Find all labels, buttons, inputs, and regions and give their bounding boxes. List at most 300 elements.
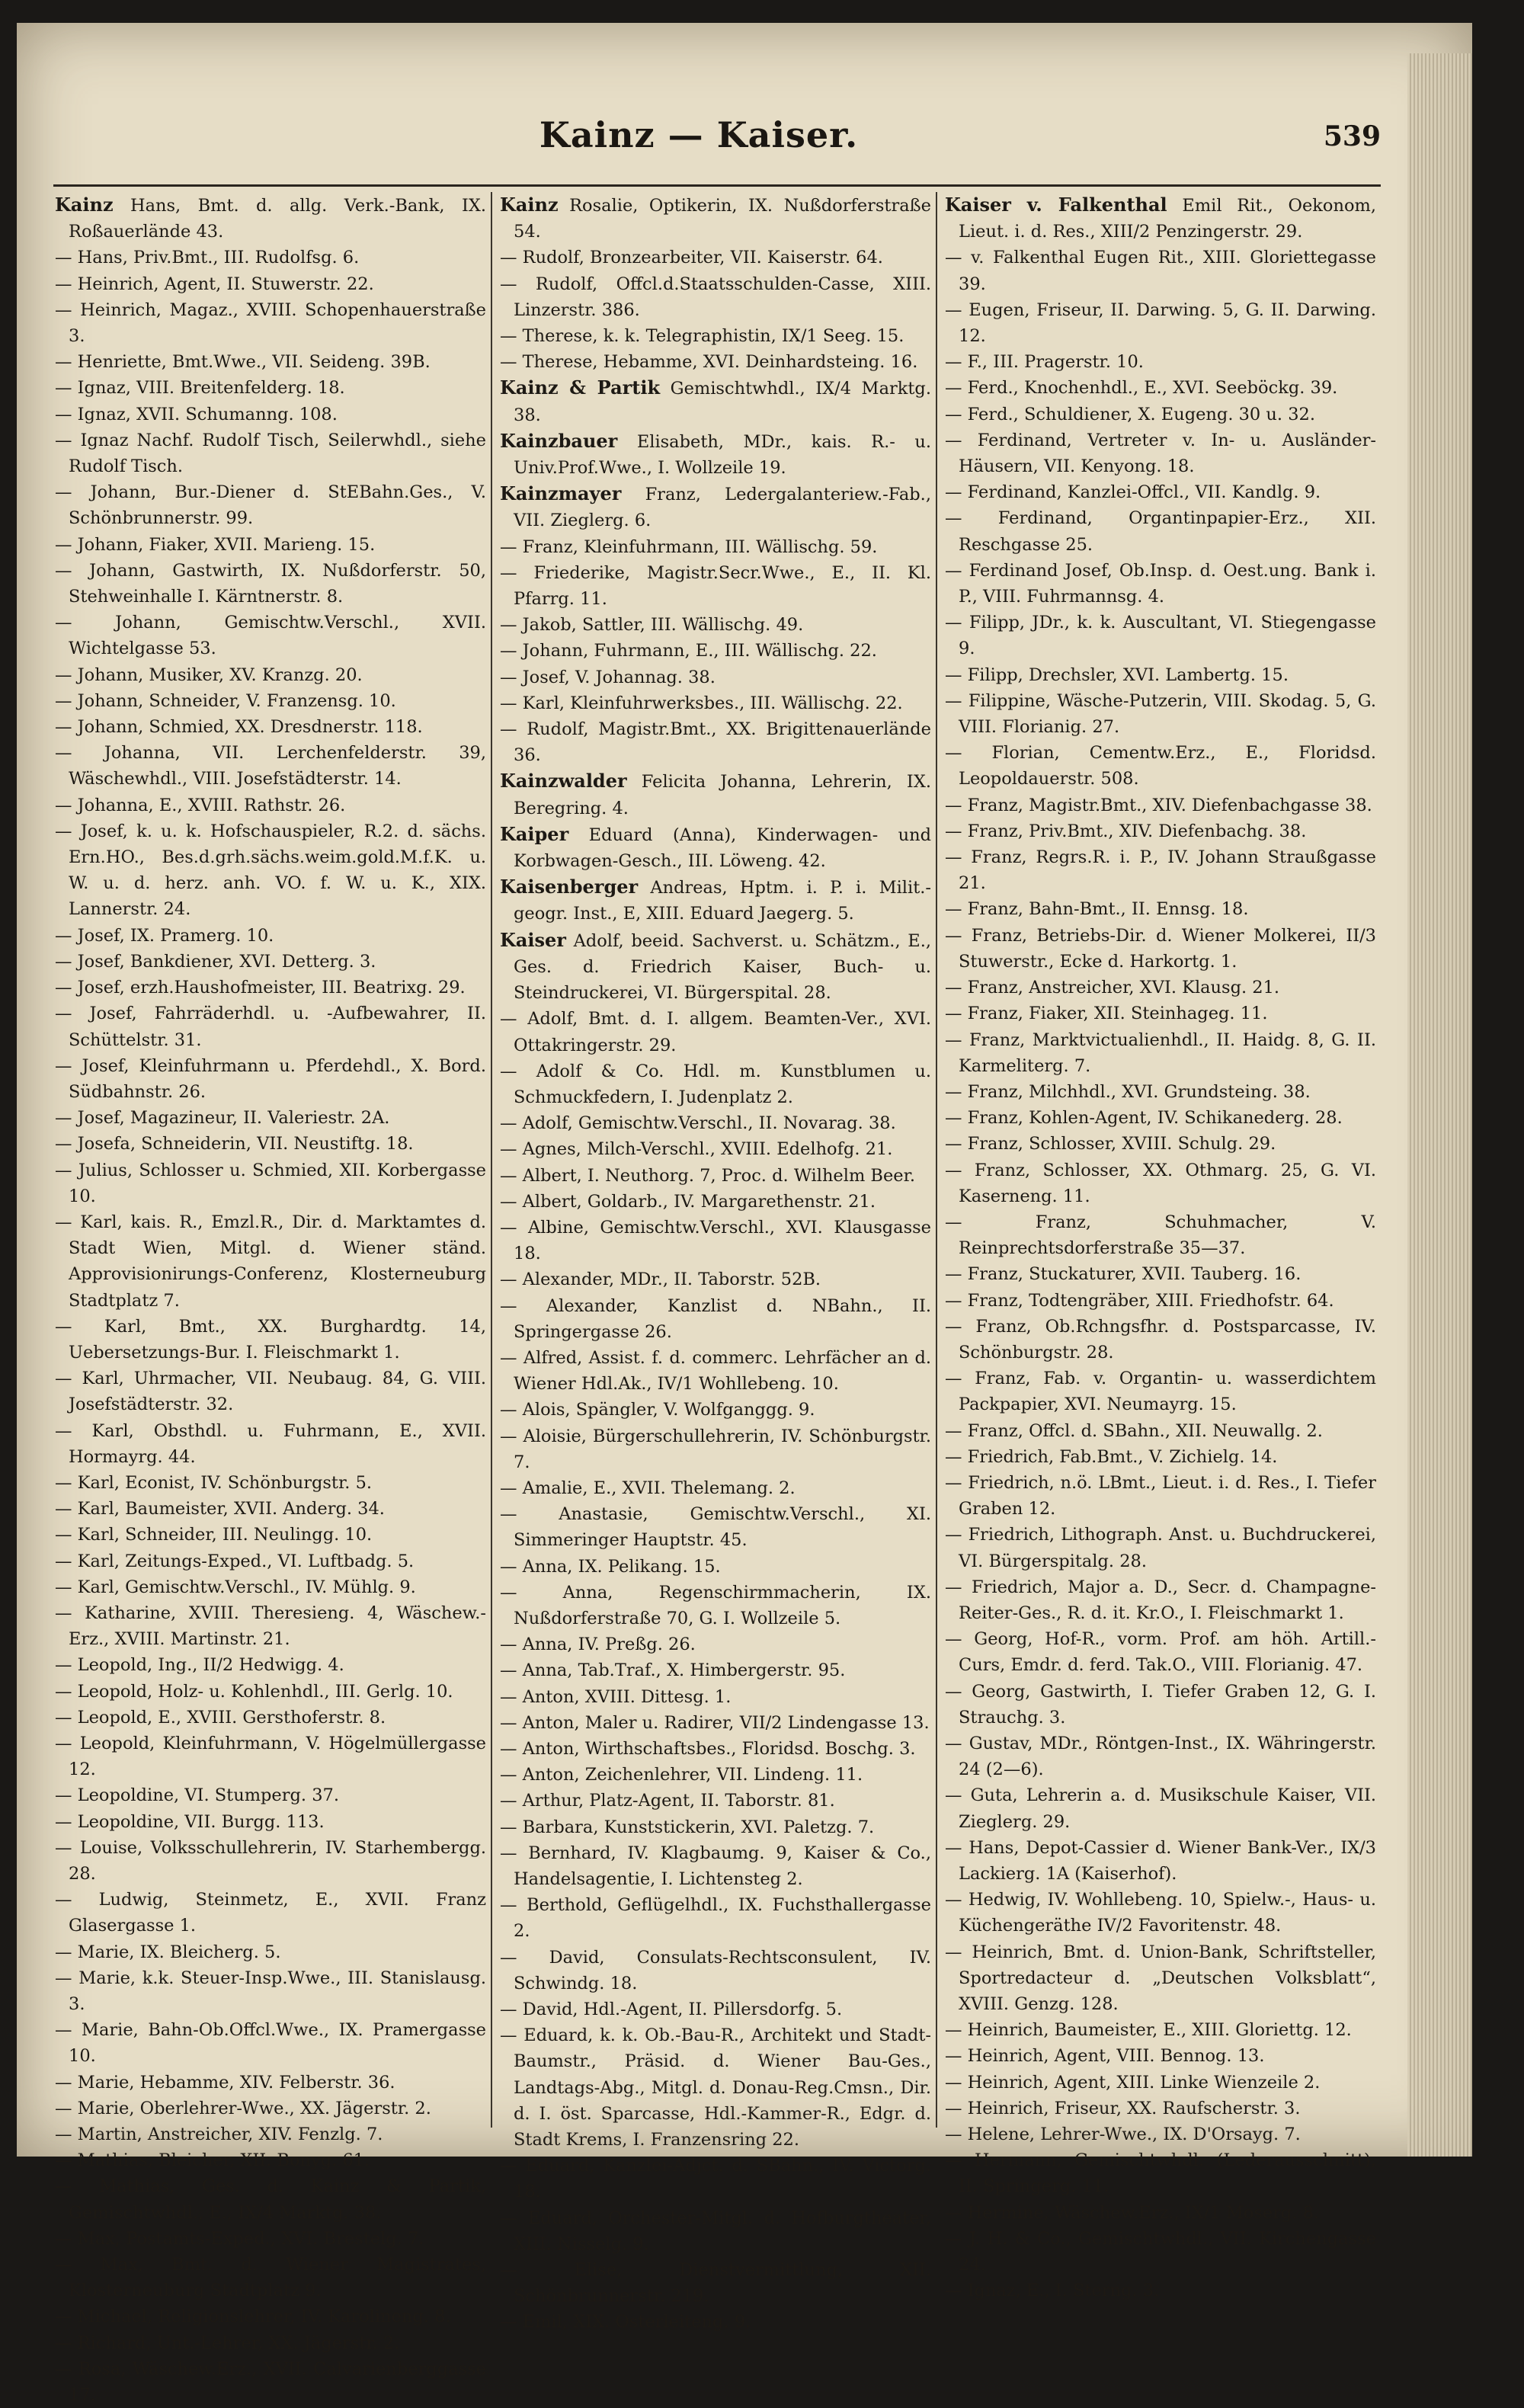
entry-text: — Johann, Schneider, V. Franzensg. 10. xyxy=(55,690,396,711)
directory-entry xyxy=(945,1314,1376,1366)
entry-text: — Karl, Obsthdl. u. Fuhrmann, E., XVII. Hormayrg. 44. xyxy=(55,1420,486,1467)
entry-text: — Marie, IX. Bleicherg. 5. xyxy=(55,1942,281,1962)
entry-text: — Leopold, Kleinfuhrmann, V. Högelmüllergasse 12. xyxy=(55,1733,486,1780)
entry-text: Elisabeth, MDr., kais. R.- u. Univ.Prof.Wwe., I. Wollzeile 19. xyxy=(514,431,931,479)
entry-text: — Anton, Maler u. Radirer, VII/2 Lindengasse 13. xyxy=(500,1712,930,1733)
directory-entry xyxy=(55,1809,486,1835)
entry-text: — Mathias, Bleicher, XII. Bonyg. 61. xyxy=(55,2150,370,2171)
directory-entry xyxy=(500,1266,931,1292)
directory-entry xyxy=(945,427,1376,479)
directory-entry xyxy=(500,271,931,323)
directory-entry xyxy=(945,2200,1376,2226)
entry-text: Adolf, beeid. Sachverst. u. Schätzm., E., Ges. d. Friedrich Kaiser, Buch- u. Steindruckerei, VI. Bürgerspital. 28. xyxy=(514,930,931,1004)
directory-entry xyxy=(945,1939,1376,2018)
directory-entry xyxy=(55,375,486,401)
entry-text: — Georg, Hof-R., vorm. Prof. am höh. Artill.-Curs, Emdr. d. ferd. Tak.O., VIII. Florianig. 47. xyxy=(945,1629,1376,1676)
directory-entry xyxy=(55,1731,486,1782)
entry-text: — Adolf & Co. Hdl. m. Kunstblumen u. Schmuckfedern, I. Judenplatz 2. xyxy=(500,1061,931,1107)
entry-text: — Henriette, Bmt.Wwe., VII. Seideng. 39B. xyxy=(55,352,431,373)
entry-text: — Filipp, JDr., k. k. Auscultant, VI. Stiegengasse 9. xyxy=(945,613,1376,659)
entry-text: Gemischtwhdl., IX/4 Marktg. 38. xyxy=(514,379,931,425)
entry-text: — Johanna, E., XVIII. Rathstr. 26. xyxy=(55,795,346,815)
directory-entry xyxy=(500,1397,931,1423)
entry-text: — Aloisie, Bürgerschullehrerin, IV. Schönburgstr. 7. xyxy=(500,1426,931,1472)
entry-text: — Karl, Schneider, III. Neulingg. 10. xyxy=(55,1525,373,1545)
entry-text: Eduard (Anna), Kinderwagen- und Korbwagen-Gesch., III. Löweng. 42. xyxy=(514,825,931,872)
directory-entry xyxy=(500,1345,931,1397)
entry-text: — Albine, Gemischtw.Verschl., XVI. Klausgasse 18. xyxy=(500,1217,931,1264)
directory-entry xyxy=(945,1366,1376,1417)
entry-text: — Marie, Bahn-Ob.Offcl.Wwe., IX. Pramergasse 10. xyxy=(55,2020,486,2067)
entry-text: — Ignaz, XVII. Schumanng. 108. xyxy=(55,404,338,424)
entry-text: — Johanna, VII. Lerchenfelderstr. 39, Wäschewhdl., VIII. Josefstädterstr. 14. xyxy=(55,743,486,789)
directory-entry xyxy=(55,1314,486,1366)
entry-text: — Franz, Priv.Bmt., XIV. Diefenbachg. 38. xyxy=(945,821,1307,841)
entry-text: — Anna, IX. Pelikang. 15. xyxy=(500,1556,721,1577)
directory-entry xyxy=(500,1215,931,1266)
entry-text: — Karl, Zeitungs-Exped., VI. Luftbadg. 5. xyxy=(55,1551,415,1571)
entry-text: — Alexander, MDr., II. Taborstr. 52B. xyxy=(500,1270,821,1290)
directory-entry xyxy=(500,1762,931,1788)
entry-text: — Marie, Hebamme, XIV. Felberstr. 36. xyxy=(55,2072,395,2093)
entry-text: — Franz, Marktvictualienhdl., II. Haidg. 8, G. II. Karmeliterg. 7. xyxy=(945,1029,1376,1076)
entry-text: — Hans, Depot-Cassier d. Wiener Bank-Ver., IX/3 Lackierg. 1A (Kaiserhof). xyxy=(945,1837,1376,1884)
directory-entry xyxy=(500,1736,931,1762)
directory-entry xyxy=(945,1574,1376,1626)
directory-entry xyxy=(55,1522,486,1548)
entry-surname: Kaisenberger xyxy=(500,876,639,898)
directory-entry xyxy=(500,375,931,427)
directory-entry xyxy=(55,1158,486,1209)
directory-column-3 xyxy=(945,192,1381,2301)
entry-text: — Albert, I. Neuthorg. 7, Proc. d. Wilhelm Beer. xyxy=(500,1165,916,1186)
entry-text: — Josef, k. u. k. Hofschauspieler, R.2. d. sächs. Ern.HO., Bes.d.grh.sächs.weim.gold.M.f.K. u. W. u. d. herz. anh. VO. f. W. u. K., XIX. Lannerstr. 24. xyxy=(55,821,486,920)
directory-entry xyxy=(945,662,1376,688)
directory-column-2 xyxy=(500,192,937,2333)
entry-text: — Ignaz, E., I. Sterng. 3. xyxy=(945,2281,1160,2301)
directory-entry xyxy=(55,2070,486,2096)
directory-entry xyxy=(500,1945,931,1997)
entry-text: — F., III. Pragerstr. 10. xyxy=(945,352,1144,373)
entry-text: — Franz, Anstreicher, XVI. Klausg. 21. xyxy=(945,978,1280,998)
directory-entry xyxy=(945,1001,1376,1026)
directory-entry xyxy=(500,1006,931,1058)
directory-entry xyxy=(945,1782,1376,1834)
entry-text: — Martin, Anstreicher, XIV. Fenzlg. 7. xyxy=(55,2125,383,2145)
entry-text: — Johann, Musiker, XV. Kranzg. 20. xyxy=(55,664,363,685)
directory-entry xyxy=(55,2121,486,2147)
entry-text: — Alfred, Assist. f. d. commerc. Lehrfächer an d. Wiener Hdl.Ak., IV/1 Wohllebeng. 10. xyxy=(500,1347,931,1395)
entry-text: — Arthur, Platz-Agent, II. Taborstr. 81. xyxy=(500,1791,835,1811)
entry-text: — Eduard, Orchester-Mitgl. d. Hofburgtheater, XIII. Nisselg. 9. xyxy=(500,2208,931,2254)
entry-text: — Eugen, Friseur, II. Darwing. 5, G. II. Darwing. 12. xyxy=(945,299,1376,347)
entry-text: — Josef, erzh.Haushofmeister, III. Beatrixg. 29. xyxy=(55,978,466,998)
entry-text: — Franz, Fiaker, XII. Steinhageg. 11. xyxy=(945,1004,1268,1024)
entry-surname: Kaiper xyxy=(500,822,569,845)
entry-text: — Franz, Kleinfuhrmann, III. Wällischg. 59. xyxy=(500,536,878,557)
entry-text: — Rosa, Wäschew.Erz., XVII. Calvarienberggasse 17. xyxy=(55,2358,486,2406)
page-header xyxy=(17,114,1381,175)
directory-entry xyxy=(55,1782,486,1808)
entry-text: — Karl, Uhrmacher, VII. Neubaug. 84, G. VIII. Josefstädterstr. 32. xyxy=(55,1369,486,1415)
directory-entry xyxy=(55,349,486,375)
directory-entry xyxy=(945,1731,1376,1782)
entry-text: — Emil, XIX. Osterleiteng. 9. xyxy=(500,2312,751,2333)
entry-text: — Katharine, XVIII. Theresieng. 4, Wäschew.-Erz., XVIII. Martinstr. 21. xyxy=(55,1603,486,1650)
directory-entry xyxy=(55,271,486,297)
entry-text: — Johann, Fiaker, XVII. Marieng. 15. xyxy=(55,534,376,555)
entry-text: — Friedrich, Lithograph. Anst. u. Buchdruckerei, VI. Bürgerspitalg. 28. xyxy=(945,1525,1376,1571)
entry-text: — Agnes, Milch-Verschl., XVIII. Edelhofg. 21. xyxy=(500,1139,893,1160)
entry-surname: Kainzmayer xyxy=(500,482,622,505)
entry-text: — Therese, Hebamme, XVI. Deinhardsteing. 16. xyxy=(500,352,918,373)
directory-entry xyxy=(55,427,486,479)
entry-text: Rosalie, Optikerin, IX. Nußdorferstraße 54. xyxy=(514,196,931,242)
directory-entry xyxy=(55,923,486,949)
directory-entry xyxy=(55,1574,486,1600)
entry-text: — Leopold, E., XVIII. Gersthoferstr. 8. xyxy=(55,1707,386,1728)
directory-entry xyxy=(55,662,486,688)
entry-text: — Johann, Gemischtw.Verschl., XVII. Wichtelgasse 53. xyxy=(55,613,486,659)
directory-entry xyxy=(945,2121,1376,2147)
directory-entry xyxy=(500,1814,931,1840)
entry-text: — Franz, Schlosser, XVIII. Schulg. 29. xyxy=(945,1134,1276,1154)
entry-text: — Heinrich, Bmt. d. Union-Bank, Schriftsteller, Sportredacteur d. „Deutschen Volksblatt“, XVIII. Genzg. 128. xyxy=(945,1942,1376,2015)
entry-text: — Richard, Unt.-Lehrer, XX. Jägerstr. 2. xyxy=(55,2333,400,2353)
directory-entry xyxy=(55,1679,486,1705)
directory-entry xyxy=(55,2304,486,2330)
directory-entry xyxy=(55,1600,486,1652)
directory-entry xyxy=(55,818,486,923)
entry-text: — Josef, Bankdiener, XVI. Detterg. 3. xyxy=(55,951,376,972)
directory-entry xyxy=(945,2096,1376,2121)
directory-entry xyxy=(500,2257,931,2309)
directory-entry xyxy=(500,2309,931,2335)
directory-entry xyxy=(945,2070,1376,2096)
entry-text: — Johann, Bur.-Diener d. StEBahn.Ges., V. Schönbrunnerstr. 99. xyxy=(55,482,486,529)
directory-entry xyxy=(500,1501,931,1553)
entry-text: — Ferd., Knochenhdl., E., XVI. Seeböckg. 39. xyxy=(945,378,1338,399)
entry-text: — Josef, V. Johannag. 38. xyxy=(500,667,716,687)
entry-text: — Johann, Schmied, XX. Dresdnerstr. 118. xyxy=(55,717,423,738)
entry-text: — Franz, Betriebs-Dir. d. Wiener Molkerei, II/3 Stuwerstr., Ecke d. Harkortg. 1. xyxy=(945,925,1376,972)
entry-text: — Amalie, E., XVII. Thelemang. 2. xyxy=(500,1478,796,1498)
entry-text: Emil Rit., Oekonom, Lieut. i. d. Res., XIII/2 Penzingerstr. 29. xyxy=(959,196,1376,242)
entry-text: — Heinrich, Agent, II. Stuwerstr. 22. xyxy=(55,274,374,294)
directory-entry xyxy=(945,1679,1376,1731)
entry-text: — Franz, Magistr.Bmt., XIV. Diefenbachgasse 38. xyxy=(945,795,1372,815)
directory-entry xyxy=(55,1209,486,1314)
entry-text: — Eduard, k. k. Ob.-Bau-R., Architekt und Stadt-Baumstr., Präsid. d. Wiener Bau-Ges., Landtags-Abg., Mitgl. d. Donau-Reg.Cmsn., Dir. d. I. öst. Sparcasse, Hdl.-Kammer-R., Edgr. d. Stadt Krems, I. Franzensring 22. xyxy=(500,2025,931,2150)
entry-text: — Max, Bmt. d. Wiener Magistrates, Klosterneuburg Stadtplatz 9. xyxy=(55,2255,486,2301)
entry-text: — David, Consulats-Rechtsconsulent, IV. Schwindg. 18. xyxy=(500,1947,931,1993)
directory-entry xyxy=(500,638,931,664)
directory-entry xyxy=(945,375,1376,401)
directory-entry xyxy=(55,1705,486,1731)
directory-entry xyxy=(945,402,1376,427)
entry-text: — Franz, Fab. v. Organtin- u. wasserdichtem Packpapier, XVI. Neumayrg. 15. xyxy=(945,1369,1376,1415)
directory-entry xyxy=(500,1892,931,1944)
book-page-edge xyxy=(1407,53,1472,2157)
entry-text: — Karl, kais. R., Emzl.R., Dir. d. Marktamtes d. Stadt Wien, Mitgl. d. Wiener ständ. Approvisionirungs-Conferenz, Klosterneuburg Stadtplatz 7. xyxy=(55,1212,486,1311)
entry-text: — Friederike, Magistr.Secr.Wwe., E., II. Kl. Pfarrg. 11. xyxy=(500,562,931,610)
directory-entry xyxy=(55,1835,486,1887)
directory-entry xyxy=(500,1058,931,1110)
entry-text: — Heinrich, Baumeister, E., XIII. Gloriettg. 12. xyxy=(945,2020,1352,2041)
directory-entry xyxy=(500,768,931,821)
entry-text: — Georg, Gastwirth, I. Tiefer Graben 12, G. I. Strauchg. 3. xyxy=(945,1681,1376,1728)
entry-text: — Leopoldine, VI. Stumperg. 37. xyxy=(55,1785,339,1806)
entry-surname: Kainz & Partik xyxy=(500,376,661,399)
directory-entry xyxy=(945,192,1376,245)
entry-text: — Franz, Regrs.R. i. P., IV. Johann Straußgasse 21. xyxy=(945,847,1376,894)
directory-entry xyxy=(500,821,931,874)
running-head: Kainz — Kaiser. xyxy=(539,114,859,155)
directory-entry xyxy=(500,1631,931,1657)
directory-entry xyxy=(55,245,486,271)
entry-text: — Barbara, Kunststickerin, XVI. Paletzg. 7. xyxy=(500,1817,875,1837)
entry-text: — Heinrich, Friseur, XX. Raufscherstr. 3. xyxy=(945,2098,1301,2118)
directory-entry xyxy=(945,2017,1376,2043)
directory-entry xyxy=(55,1001,486,1052)
entry-text: — Louise, Volksschullehrerin, IV. Starhembergg. 28. xyxy=(55,1837,486,1884)
directory-entry xyxy=(945,349,1376,375)
entry-text: — Friedrich, Fab.Bmt., V. Zichielg. 14. xyxy=(945,1446,1278,1467)
entry-text: — Franz, Schlosser, XX. Othmarg. 25, G. VI. Kaserneng. 11. xyxy=(945,1160,1376,1206)
entry-text: — Ferdinand, Kanzlei-Offcl., VII. Kandlg. 9. xyxy=(945,482,1321,503)
entry-text: Felicita Johanna, Lehrerin, IX. Beregring. 4. xyxy=(514,772,931,818)
entry-text: — Marie, k.k. Steuer-Insp.Wwe., III. Stanislausg. 3. xyxy=(55,1968,486,2015)
directory-entry xyxy=(55,2356,486,2408)
entry-text: — Anton, Zeichenlehrer, VII. Lindeng. 11. xyxy=(500,1765,863,1785)
entry-text: — Ignaz, VIII. Breitenfelderg. 18. xyxy=(55,378,345,399)
entry-text: — Franz, Kohlen-Agent, IV. Schikanederg. 28. xyxy=(945,1108,1343,1129)
entry-text: — Franz, Todtengräber, XIII. Friedhofstr. 64. xyxy=(945,1290,1334,1311)
directory-entry xyxy=(945,479,1376,505)
directory-columns xyxy=(55,192,1381,2406)
entry-text: — Josef, Fahrräderhdl. u. -Aufbewahrer, II. Schüttelstr. 31. xyxy=(55,1004,486,1050)
entry-text: Franz, Ledergalanteriew.-Fab., VII. Zieglerg. 6. xyxy=(514,485,931,531)
directory-entry xyxy=(500,1110,931,1136)
directory-entry xyxy=(945,610,1376,661)
directory-entry xyxy=(55,793,486,818)
directory-entry xyxy=(55,1053,486,1105)
entry-text: — Ferdinand, Vertreter v. In- u. Ausländer-Häusern, VII. Kenyong. 18. xyxy=(945,430,1376,477)
entry-text: — Josef, Kleinfuhrmann u. Pferdehdl., X. Bord. Südbahnstr. 26. xyxy=(55,1055,486,1102)
directory-entry xyxy=(500,1710,931,1736)
directory-entry xyxy=(500,481,931,533)
entry-text: — Josefa, Schneiderin, VII. Neustiftg. 18. xyxy=(55,1134,414,1154)
directory-entry xyxy=(55,2252,486,2304)
entry-surname: Kainzwalder xyxy=(500,770,627,793)
directory-entry xyxy=(55,1131,486,1157)
entry-text: — Florian, Cementw.Erz., E., Floridsd. Leopoldauerstr. 508. xyxy=(945,743,1376,789)
entry-text: — Karl, Kleinfuhrwerksbes., III. Wällischg. 22. xyxy=(500,693,903,713)
entry-text: — Franz, Ob.Rchngsfhr. d. Postsparcasse, IV. Schönburgstr. 28. xyxy=(945,1316,1376,1363)
directory-entry xyxy=(55,1418,486,1470)
entry-text: — Karl, Bmt., XX. Burghardtg. 14, Uebersetzungs-Bur. I. Fleischmarkt 1. xyxy=(55,1316,486,1363)
directory-entry xyxy=(500,716,931,768)
entry-text: — Max, Postamts-Exped., XVI. Brestelg. 7. xyxy=(55,2228,424,2249)
entry-text: — Elise, Dienstvermittlung, XII. Schönbrunnerstr. 219. xyxy=(500,2260,931,2307)
directory-entry xyxy=(500,428,931,481)
entry-text: — Anna, Regenschirmmacherin, IX. Nußdorferstraße 70, G. I. Wollzeile 5. xyxy=(500,1582,931,1628)
directory-entry xyxy=(945,1288,1376,1314)
directory-entry xyxy=(945,923,1376,975)
entry-text: — Heinrich, Agent, VIII. Bennog. 13. xyxy=(945,2046,1265,2067)
entry-text: — Leopold, Ing., II/2 Hedwigg. 4. xyxy=(55,1655,344,1676)
directory-entry xyxy=(500,2022,931,2153)
directory-entry xyxy=(500,1136,931,1162)
directory-entry xyxy=(55,1965,486,2017)
entry-text: — Berthold, Geflügelhdl., IX. Fuchsthallergasse 2. xyxy=(500,1895,931,1942)
entry-text: — Josef, IX. Pramerg. 10. xyxy=(55,925,274,946)
entry-text: — Franz, Bahn-Bmt., II. Ennsg. 18. xyxy=(945,899,1249,920)
directory-entry xyxy=(500,2205,931,2257)
entry-text: — Anastasie, Gemischtw.Verschl., XI. Simmeringer Hauptstr. 45. xyxy=(500,1504,931,1551)
directory-entry xyxy=(945,1261,1376,1287)
entry-text: — Anton, XVIII. Dittesg. 1. xyxy=(500,1686,732,1707)
directory-entry xyxy=(945,1158,1376,1209)
entry-text: — Leopoldine, VII. Burgg. 113. xyxy=(55,1811,325,1832)
directory-entry xyxy=(500,560,931,612)
directory-entry xyxy=(945,1522,1376,1574)
directory-entry xyxy=(55,2330,486,2356)
entry-text: Andreas, Hptm. i. P. i. Milit.-geogr. Inst., E, XIII. Eduard Jaegerg. 5. xyxy=(514,878,931,924)
entry-text: — Ludwig, Steinmetz, E., XVII. Franz Glasergasse 1. xyxy=(55,1890,486,1936)
directory-entry xyxy=(500,1554,931,1580)
entry-text: Hans, Bmt. d. allg. Verk.-Bank, IX. Roßauerlände 43. xyxy=(69,196,486,242)
entry-text: — Friedrich, Major a. D., Secr. d. Champagne-Reiter-Ges., R. d. it. Kr.O., I. Fleischmarkt 1. xyxy=(945,1577,1376,1623)
directory-entry xyxy=(945,793,1376,818)
directory-entry xyxy=(945,2278,1376,2304)
directory-entry xyxy=(55,975,486,1001)
directory-entry xyxy=(55,1887,486,1939)
directory-entry xyxy=(945,2226,1376,2278)
directory-entry xyxy=(500,245,931,271)
entry-surname: Kainz xyxy=(500,194,559,216)
entry-text: — Bernhard, IV. Klagbaumg. 9, Kaiser & Co., Handelsagentie, I. Lichtensteg 2. xyxy=(500,1843,931,1889)
directory-entry xyxy=(55,1496,486,1522)
entry-text: — Hermine, Wäschew.Erz., IX/1 Moserg. 8. xyxy=(945,2202,1320,2223)
directory-entry xyxy=(55,1470,486,1496)
entry-text: — Julius, Schlosser u. Schmied, XII. Korbergasse 10. xyxy=(55,1160,486,1206)
entry-text: — Josef, Magazineur, II. Valeriestr. 2A. xyxy=(55,1108,390,1129)
directory-entry xyxy=(500,534,931,560)
entry-text: — Guta, Lehrerin a. d. Musikschule Kaiser, VII. Zieglerg. 29. xyxy=(945,1785,1376,1832)
directory-page xyxy=(17,23,1472,2406)
directory-entry xyxy=(55,714,486,740)
directory-entry xyxy=(500,192,931,245)
directory-entry xyxy=(55,192,486,245)
directory-entry xyxy=(500,612,931,638)
directory-entry xyxy=(500,927,931,1007)
entry-text: — Rudolf, Bronzearbeiter, VII. Kaiserstr. 64. xyxy=(500,248,883,268)
directory-entry xyxy=(945,1418,1376,1444)
entry-text: — v. Falkenthal Eugen Rit., XIII. Gloriettegasse 39. xyxy=(945,248,1376,294)
entry-text: — Filipp, Drechsler, XVI. Lambertg. 15. xyxy=(945,664,1289,685)
directory-entry xyxy=(55,558,486,610)
directory-entry xyxy=(945,1470,1376,1522)
entry-text: — Karl, Baumeister, XVII. Anderg. 34. xyxy=(55,1499,385,1519)
entry-surname: Kaiser xyxy=(500,928,566,951)
directory-entry xyxy=(945,1626,1376,1678)
directory-entry xyxy=(55,1105,486,1131)
entry-text: — Hermann, Gemischtwhdl. (Lederausschnitt), II. Springerg. 11. xyxy=(945,2150,1376,2197)
entry-text: — Marie, Oberlehrer-Wwe., XX. Jägerstr. 2. xyxy=(55,2098,431,2118)
entry-text: — Franz, Stuckaturer, XVII. Tauberg. 16. xyxy=(945,1264,1301,1285)
directory-entry xyxy=(55,2096,486,2121)
entry-text: — Filippine, Wäsche-Putzerin, VIII. Skodag. 5, G. VIII. Florianig. 27. xyxy=(945,690,1376,738)
directory-entry xyxy=(945,1105,1376,1131)
entry-text: — Ignaz Nachf. Rudolf Tisch, Seilerwhdl., siehe Rudolf Tisch. xyxy=(55,430,486,477)
directory-entry xyxy=(945,844,1376,896)
entry-text: — Michael, Religionslehrer, IV. Karolineng. 8. xyxy=(55,2307,451,2327)
directory-entry xyxy=(500,1788,931,1814)
entry-text: — Ferd., Schuldiener, X. Eugeng. 30 u. 32. xyxy=(945,404,1315,424)
directory-entry xyxy=(55,2226,486,2252)
entry-text: — Anton, Wirthschaftsbes., Floridsd. Boschg. 3. xyxy=(500,1738,916,1759)
entry-text: — Alexander, Kanzlist d. NBahn., II. Springergasse 26. xyxy=(500,1295,931,1342)
entry-text: — Adolf, Gemischtw.Verschl., II. Novarag. 38. xyxy=(500,1113,896,1134)
directory-entry xyxy=(945,896,1376,922)
directory-entry xyxy=(945,1131,1376,1157)
directory-entry xyxy=(500,1840,931,1892)
directory-entry xyxy=(500,664,931,690)
directory-entry xyxy=(945,297,1376,349)
directory-entry xyxy=(55,1548,486,1574)
entry-text: — Mathias, Ges. d. Kainz & Partik, Gemischtwhdl., E., IX/4 Marktg. 38. xyxy=(55,2176,486,2223)
entry-surname: Kaiser v. Falkenthal xyxy=(945,194,1167,216)
entry-text: — Karl, Econist, IV. Schönburgstr. 5. xyxy=(55,1472,373,1493)
entry-text: — Johann, Fuhrmann, E., III. Wällischg. 22. xyxy=(500,641,877,661)
directory-entry xyxy=(500,874,931,927)
entry-text: — Heinrich, Magaz., XVIII. Schopenhauerstraße 3. xyxy=(55,299,486,347)
entry-text: — Franz, Milchhdl., XVI. Grundsteing. 38. xyxy=(945,1081,1311,1102)
entry-text: — Anna, Tab.Traf., X. Himbergerstr. 95. xyxy=(500,1660,846,1681)
directory-entry xyxy=(55,949,486,975)
entry-text: — Heinrich, Agent, XIII. Linke Wienzeile 2. xyxy=(945,2072,1321,2093)
page-number: 539 xyxy=(1323,120,1381,152)
entry-surname: Kainz xyxy=(55,194,114,216)
directory-entry xyxy=(500,349,931,375)
directory-entry xyxy=(500,1997,931,2022)
directory-entry xyxy=(945,1079,1376,1105)
directory-entry xyxy=(945,2043,1376,2069)
directory-entry xyxy=(945,1835,1376,1887)
directory-entry xyxy=(500,1475,931,1501)
entry-text: — Alois, Spängler, V. Wolfganggg. 9. xyxy=(500,1400,815,1420)
entry-text: — Rudolf, Offcl.d.Staatsschulden-Casse, XIII. Linzerstr. 386. xyxy=(500,274,931,320)
entry-text: — Karl, Gemischtw.Verschl., IV. Mühlg. 9. xyxy=(55,1577,416,1597)
directory-entry xyxy=(55,1652,486,1678)
directory-entry xyxy=(500,1580,931,1631)
directory-entry xyxy=(945,1027,1376,1079)
directory-entry xyxy=(55,610,486,661)
entry-text: — Eduard, Kanzlei-Adjct. d. SBahn., IV. Victorg. 18. xyxy=(500,2156,931,2202)
entry-text: — Friedrich, n.ö. LBmt., Lieut. i. d. Res., I. Tiefer Graben 12. xyxy=(945,1472,1376,1519)
directory-entry xyxy=(55,740,486,792)
directory-entry xyxy=(500,1293,931,1345)
directory-entry xyxy=(945,1209,1376,1261)
entry-text: — J. H. & Co., Gemischtwhdl., VII. Kirchengasse 24. xyxy=(945,2228,1376,2275)
entry-text: — Ferdinand Josef, Ob.Insp. d. Oest.ung. Bank i. P., VIII. Fuhrmannsg. 4. xyxy=(945,560,1376,607)
header-rule xyxy=(53,184,1381,187)
entry-text: — Therese, k. k. Telegraphistin, IX/1 Seeg. 15. xyxy=(500,326,904,347)
entry-text: — Leopold, Holz- u. Kohlenhdl., III. Gerlg. 10. xyxy=(55,1681,453,1702)
directory-entry xyxy=(945,2147,1376,2199)
entry-text: — Franz, Schuhmacher, V. Reinprechtsdorferstraße 35—37. xyxy=(945,1212,1376,1259)
